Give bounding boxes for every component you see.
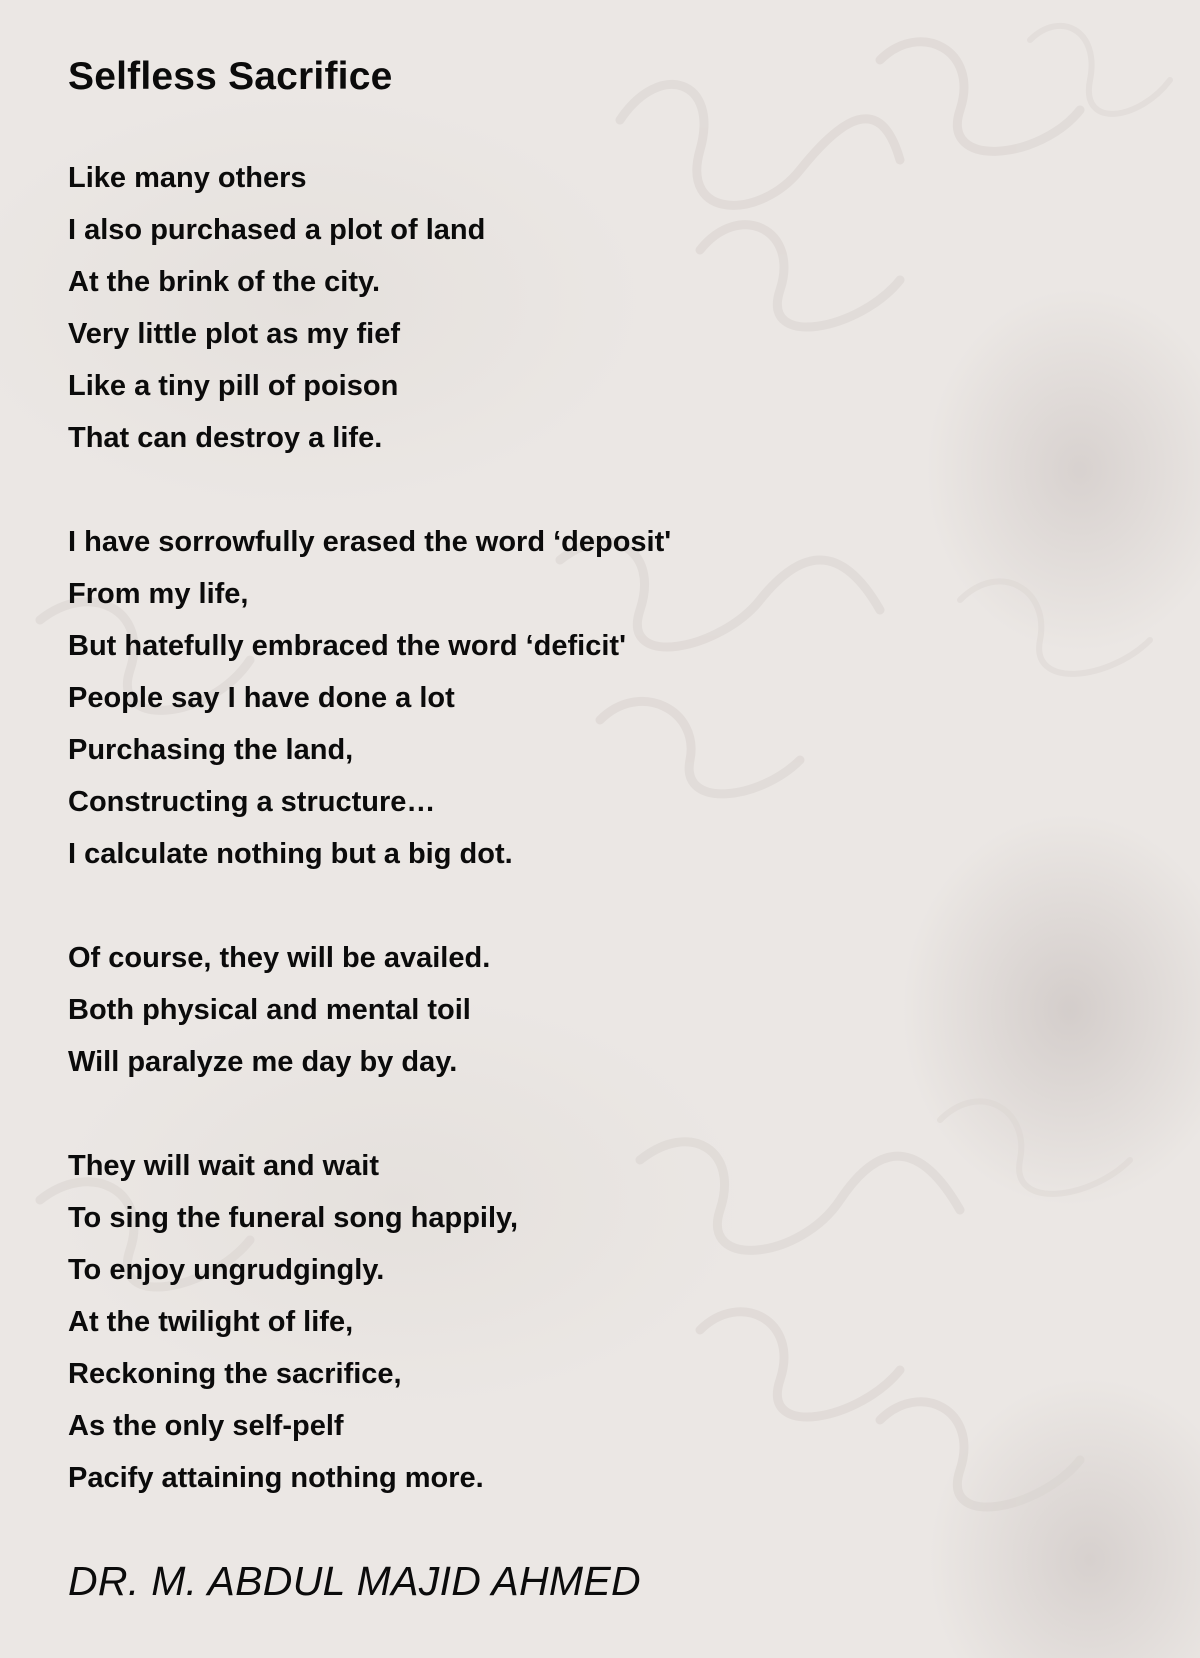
poem-line: Reckoning the sacrifice,	[68, 1358, 402, 1390]
poem-line: Like many others	[68, 162, 307, 194]
stanza-3	[68, 932, 1128, 1088]
poem-line: They will wait and wait	[68, 1150, 379, 1182]
poem-line: Will paralyze me day by day.	[68, 1046, 458, 1078]
stanza-2	[68, 516, 1128, 880]
poem-line: At the brink of the city.	[68, 266, 381, 298]
poem-line: Like a tiny pill of poison	[68, 370, 399, 402]
poem-author: DR. M. ABDUL MAJID AHMED	[68, 1558, 641, 1604]
poem-line: To enjoy ungrudgingly.	[68, 1254, 385, 1286]
poem-line: Of course, they will be availed.	[68, 942, 491, 974]
poem-line: From my life,	[68, 578, 249, 610]
stanza-1	[68, 152, 1128, 464]
poem-line: Purchasing the land,	[68, 734, 354, 766]
poem-line: As the only self-pelf	[68, 1410, 344, 1442]
stanza-4	[68, 1140, 1128, 1504]
poem-line: Both physical and mental toil	[68, 994, 471, 1026]
poem-line: But hatefully embraced the word ‘deficit'	[68, 630, 626, 662]
poem-line: I have sorrowfully erased the word ‘deposit'	[68, 526, 672, 558]
poem-line: People say I have done a lot	[68, 682, 455, 714]
poem-line: Pacify attaining nothing more.	[68, 1462, 484, 1494]
poem-line: That can destroy a life.	[68, 422, 383, 454]
poem-container	[68, 52, 1128, 1556]
poem-body	[68, 152, 1128, 1504]
poem-line: Constructing a structure…	[68, 786, 436, 818]
poem-line: To sing the funeral song happily,	[68, 1202, 519, 1234]
poem-line: At the twilight of life,	[68, 1306, 354, 1338]
poem-title: Selfless Sacrifice	[68, 55, 393, 98]
poem-line: I calculate nothing but a big dot.	[68, 838, 513, 870]
poem-line: I also purchased a plot of land	[68, 214, 486, 246]
poem-line: Very little plot as my fief	[68, 318, 400, 350]
